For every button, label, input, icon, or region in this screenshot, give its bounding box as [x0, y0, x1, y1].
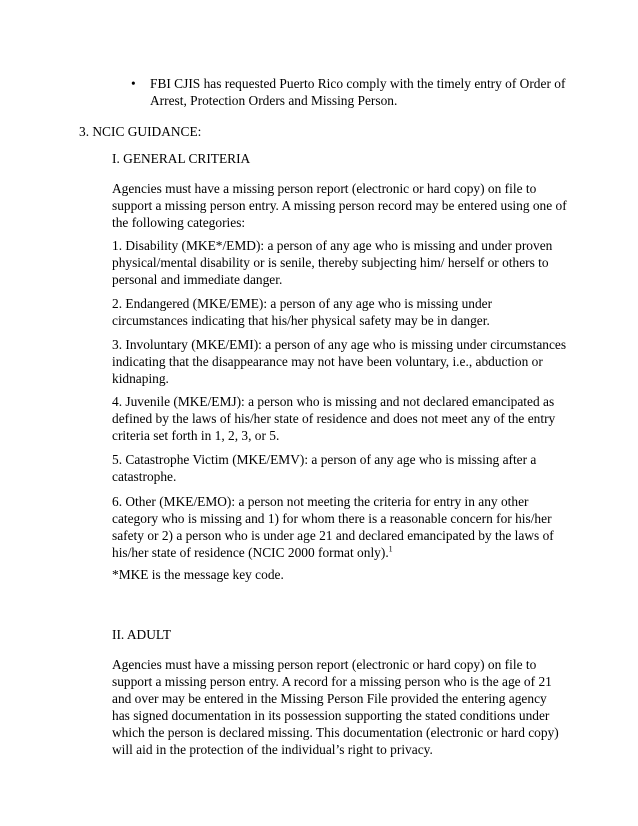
bullet-text: FBI CJIS has requested Puerto Rico comply with the timely entry of Order of Arrest, Protection Orders and Missing Person. [150, 76, 566, 108]
criteria-item-catastrophe: 5. Catastrophe Victim (MKE/EMV): a person of any age who is missing after a catastrophe. [112, 452, 537, 484]
mke-note: *MKE is the message key code. [112, 567, 284, 582]
general-criteria-intro: Agencies must have a missing person report (electronic or hard copy) on file to support a missing person entry. A missing person record may be entered using one of the following categories: [112, 181, 567, 230]
criteria-item-other-text: 6. Other (MKE/EMO): a person not meeting the criteria for entry in any other category who is missing and 1) for whom there is a reasonable concern for his/her safety or 2) a person who is under age 21 and declared emancipated by the laws of his/her state of residence (NCIC 2000 format only). [112, 494, 554, 560]
criteria-item-other [112, 493, 567, 561]
footnote-marker: 1 [388, 544, 393, 554]
adult-paragraph: Agencies must have a missing person report (electronic or hard copy) on file to support a missing person entry. A record for a missing person who is the age of 21 and over may be entered in the Missing Person File provided the entering agency has signed documentation in its possession supporting the stated conditions under which the person is declared missing. This documentation (electronic or hard copy) will aid in the protection of the individual’s right to privacy. [112, 657, 559, 757]
criteria-item-involuntary: 3. Involuntary (MKE/EMI): a person of any age who is missing under circumstances indicating that the disappearance may not have been voluntary, i.e., abduction or kidnaping. [112, 337, 567, 386]
criteria-item-disability: 1. Disability (MKE*/EMD): a person of any age who is missing and under proven physical/mental disability or is senile, thereby subjecting him/ herself or others to personal and immediate danger. [112, 238, 553, 287]
general-criteria-heading: I. GENERAL CRITERIA [112, 151, 251, 166]
criteria-item-juvenile: 4. Juvenile (MKE/EMJ): a person who is missing and not declared emancipated as defined by the laws of his/her state of residence and does not meet any of the entry criteria set forth in 1, 2, 3, or 5. [112, 394, 556, 443]
section-heading: 3. NCIC GUIDANCE: [79, 124, 202, 139]
bullet-dot-icon: • [131, 76, 136, 91]
adult-heading: II. ADULT [112, 627, 172, 642]
criteria-item-endangered: 2. Endangered (MKE/EME): a person of any age who is missing under circumstances indicating that his/her physical safety may be in danger. [112, 296, 493, 328]
